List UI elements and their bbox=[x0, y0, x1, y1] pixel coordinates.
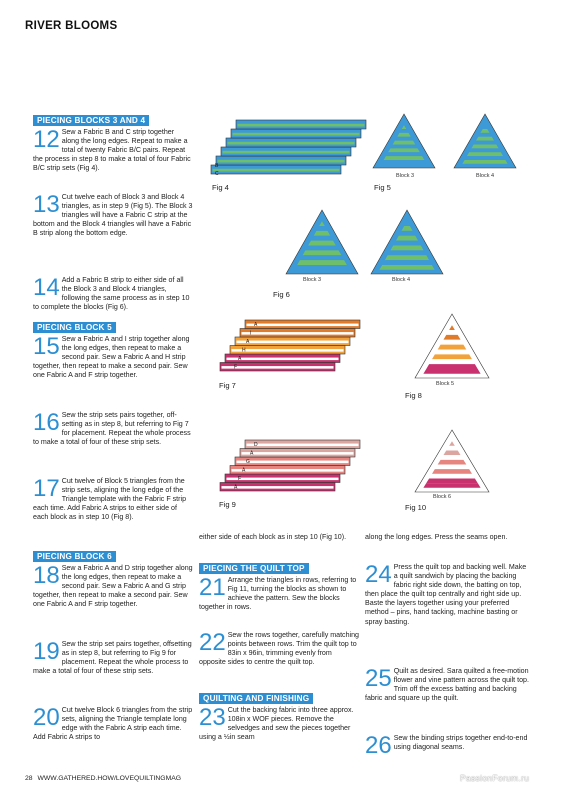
step-number: 18 bbox=[33, 562, 60, 589]
strip-letter: F bbox=[238, 476, 242, 482]
step-text: Sew the strip sets pairs together, off-setting as in step 8, but referring to Fig 7 for placement. Repeat the whole process to make a total of four of these strip sets. bbox=[33, 411, 191, 447]
strip-inner bbox=[213, 169, 340, 172]
step-text: Cut twelve of Block 5 triangles from the strip sets, aligning the long edge of the Triangle template with the Fabric F strip each time. Add Fabric A strips to either side of each block as in step 10 (Fig 8). bbox=[33, 477, 187, 522]
triangle-stripe bbox=[432, 469, 472, 474]
step-number: 15 bbox=[33, 333, 60, 360]
fig5-triangles bbox=[370, 112, 530, 172]
strip-inner bbox=[232, 469, 344, 472]
step-text: Sew the rows together, carefully matching points between rows. Trim the quilt top to 83in x 96in, trimming evenly from opposite sides to centre the quilt top. bbox=[199, 631, 360, 667]
strip-inner bbox=[227, 478, 339, 481]
fig6-block4-label: Block 4 bbox=[392, 277, 411, 283]
triangle-stripe bbox=[384, 156, 425, 160]
strip-letter: A bbox=[246, 339, 250, 345]
strip-inner bbox=[237, 461, 349, 464]
strip-inner bbox=[233, 133, 360, 136]
triangle-stripe bbox=[311, 236, 333, 241]
fig7-label: Fig 7 bbox=[219, 381, 236, 390]
triangle-stripe bbox=[441, 340, 464, 345]
step-number: 23 bbox=[199, 704, 226, 731]
triangle-stripe bbox=[465, 156, 506, 160]
strip-inner bbox=[242, 452, 354, 455]
triangle-stripe bbox=[399, 231, 416, 236]
fig6-label: Fig 6 bbox=[273, 290, 290, 299]
page-footer bbox=[25, 775, 181, 782]
step-text: Sew a Fabric B and C strip together along the long edges. Repeat to make a total of twenty Fabric B/C pairs. Repeat the process in step 8 to make a total of four Fabric B/C strip sets (Fig 4). bbox=[33, 128, 191, 173]
step-text: Sew a Fabric A and D strip together along the long edges, then repeat to make a second pair. Sew a Fabric A and G strip together, then repeat to make a second pair. Sew one Fabric A and F strip together. bbox=[33, 564, 193, 609]
strip-letter: A bbox=[242, 467, 246, 474]
fig9-strip-set bbox=[218, 438, 363, 496]
page-header: RIVER BLOOMS bbox=[25, 20, 118, 32]
triangle-stripe bbox=[303, 250, 342, 255]
strip-letter: I bbox=[250, 330, 252, 337]
strip-inner bbox=[247, 444, 359, 447]
triangle-stripe bbox=[462, 160, 507, 164]
step-number: 25 bbox=[365, 665, 392, 692]
step-number: 24 bbox=[365, 561, 392, 588]
strip-inner bbox=[222, 486, 334, 489]
triangle-stripe bbox=[423, 369, 480, 374]
strip-letter: A bbox=[254, 322, 258, 328]
triangle-stripe bbox=[382, 260, 432, 265]
fig5-label: Fig 5 bbox=[374, 183, 391, 192]
section-heading-quilt-top: PIECING THE QUILT TOP bbox=[199, 563, 309, 574]
section-heading-blocks-3-4: PIECING BLOCKS 3 AND 4 bbox=[33, 115, 149, 126]
fig8-block5-label: Block 5 bbox=[436, 381, 455, 387]
triangle-stripe bbox=[393, 241, 421, 246]
triangle-stripe bbox=[381, 160, 426, 164]
step-22 bbox=[199, 631, 359, 667]
step-text: Sew the binding strips together end-to-end using diagonal seams. bbox=[393, 734, 528, 752]
fig5-block4-label: Block 4 bbox=[476, 173, 495, 179]
step-19 bbox=[33, 640, 193, 676]
strip-inner bbox=[222, 366, 334, 369]
strip-inner bbox=[237, 341, 349, 344]
fig10-label: Fig 10 bbox=[405, 503, 427, 512]
strip-letter: D bbox=[254, 442, 258, 448]
fig10-triangle bbox=[412, 428, 492, 494]
section-heading-block-5: PIECING BLOCK 5 bbox=[33, 322, 116, 333]
triangle-stripe bbox=[300, 255, 344, 260]
step-20-continued: either side of each block as in step 10 (Fig 10). bbox=[199, 533, 347, 541]
strip-letter: A bbox=[250, 450, 254, 457]
strip-letter: B bbox=[215, 163, 219, 169]
triangle-stripe bbox=[395, 137, 413, 141]
step-number: 21 bbox=[199, 574, 226, 601]
step-number: 26 bbox=[365, 732, 392, 759]
strip-letter: G bbox=[246, 459, 250, 465]
triangle-stripe bbox=[443, 335, 460, 340]
step-26 bbox=[365, 732, 530, 759]
strip-letter: A bbox=[234, 484, 238, 491]
triangle-stripe bbox=[478, 133, 492, 137]
fig6-block3-label: Block 3 bbox=[303, 277, 322, 283]
step-number: 13 bbox=[33, 191, 60, 218]
triangle-stripe bbox=[305, 246, 338, 251]
triangle-stripe bbox=[426, 478, 477, 483]
step-text: Cut the backing fabric into three approx. 108in x WOF pieces. Remove the selvedges and sew the pieces together using a ½in seam bbox=[199, 706, 354, 742]
triangle-stripe bbox=[426, 364, 477, 369]
triangle-stripe bbox=[390, 246, 423, 251]
strip-inner bbox=[247, 324, 359, 327]
step-text: Add a Fabric B strip to either side of all the Block 3 and Block 4 triangles, following the same process as in step 10 to complete the blocks (Fig 6). bbox=[33, 276, 190, 312]
strip-inner bbox=[242, 332, 354, 335]
step-23 bbox=[199, 706, 359, 742]
triangle-stripe bbox=[429, 474, 475, 479]
strip-inner bbox=[227, 358, 339, 361]
triangle-stripe bbox=[393, 141, 416, 145]
step-text: Arrange the triangles in rows, referring to Fig 11, turning the blocks as shown to achieve the pattern. Sew the blocks together in rows. bbox=[199, 576, 357, 612]
triangle-stripe bbox=[397, 133, 411, 137]
fig9-label: Fig 9 bbox=[219, 500, 236, 509]
triangle-stripe bbox=[467, 152, 503, 156]
step-25 bbox=[365, 667, 530, 703]
step-number: 17 bbox=[33, 475, 60, 502]
triangle-stripe bbox=[429, 359, 475, 364]
step-text: Quilt as desired. Sara quilted a free-motion flower and vine pattern across the quilt top. Trim off the excess batting and backing fabric and square up the quilt. bbox=[365, 667, 529, 703]
triangle-stripe bbox=[308, 241, 336, 246]
fig4-strip-set bbox=[205, 112, 365, 180]
triangle-stripe bbox=[386, 152, 422, 156]
triangle-stripe bbox=[435, 350, 469, 355]
step-14 bbox=[33, 276, 193, 312]
triangle-stripe bbox=[435, 465, 469, 470]
step-number: 20 bbox=[33, 704, 60, 731]
strip-inner bbox=[232, 349, 344, 352]
watermark-logo: PassionForum.ru bbox=[460, 773, 530, 783]
step-18 bbox=[33, 564, 193, 609]
step-text: Cut twelve each of Block 3 and Block 4 triangles, as in step 9 (Fig 5). The Block 3 triangles will have a Fabric C strip at the bottom and the Block 4 triangles will have a Fabric B strip along the bottom edge. bbox=[33, 193, 193, 238]
step-17 bbox=[33, 477, 193, 522]
section-heading-quilting: QUILTING AND FINISHING bbox=[199, 693, 313, 704]
page-number: 28 bbox=[25, 775, 33, 782]
strip-letter: F bbox=[234, 364, 238, 371]
triangle-stripe bbox=[471, 145, 498, 149]
step-21 bbox=[199, 576, 359, 612]
step-15 bbox=[33, 335, 193, 380]
fig5-block3-label: Block 3 bbox=[396, 173, 415, 179]
step-number: 22 bbox=[199, 629, 226, 656]
triangle-stripe bbox=[297, 260, 347, 265]
triangle-stripe bbox=[388, 250, 427, 255]
step-23-continued: along the long edges. Press the seams open. bbox=[365, 533, 508, 541]
triangle-stripe bbox=[443, 451, 460, 456]
step-24 bbox=[365, 563, 530, 627]
strip-inner bbox=[218, 160, 345, 163]
triangle-stripe bbox=[432, 354, 472, 359]
fig4-label: Fig 4 bbox=[212, 183, 229, 192]
footer-url: WWW.GATHERED.HOW/LOVEQUILTINGMAG bbox=[37, 775, 182, 782]
triangle-stripe bbox=[438, 345, 467, 350]
fig10-block6-label: Block 6 bbox=[433, 494, 452, 500]
step-number: 19 bbox=[33, 638, 60, 665]
triangle-stripe bbox=[396, 236, 418, 241]
strip-inner bbox=[223, 151, 350, 154]
step-number: 16 bbox=[33, 409, 60, 436]
strip-letter: A bbox=[238, 356, 242, 362]
strip-inner bbox=[228, 142, 355, 145]
triangle-stripe bbox=[441, 455, 464, 460]
triangle-stripe bbox=[294, 265, 349, 270]
fig8-label: Fig 8 bbox=[405, 391, 422, 400]
triangle-stripe bbox=[379, 265, 434, 270]
step-number: 14 bbox=[33, 274, 60, 301]
triangle-stripe bbox=[476, 137, 494, 141]
strip-inner bbox=[238, 124, 365, 127]
step-12 bbox=[33, 128, 193, 173]
step-16 bbox=[33, 411, 193, 447]
step-text: Sew the strip set pairs together, offsetting as in step 8, but referring to Fig 9 for placement. Repeat the whole process to make a total of four of these strip sets. bbox=[33, 640, 192, 676]
triangle-stripe bbox=[438, 460, 467, 465]
fig8-triangle bbox=[412, 312, 492, 380]
step-20 bbox=[33, 706, 193, 742]
triangle-stripe bbox=[423, 483, 480, 488]
triangle-stripe bbox=[388, 148, 420, 152]
step-text: Cut twelve Block 6 triangles from the strip sets, aligning the Triangle template long edge with the Fabric A strip each time. Add Fabric A strips to bbox=[33, 706, 193, 742]
step-text: Sew a Fabric A and I strip together along the long edges, then repeat to make a second pair. Sew a Fabric A and H strip together, then repeat to make a second pair. Sew one Fabric A and F strip together. bbox=[33, 335, 190, 380]
triangle-stripe bbox=[314, 231, 331, 236]
triangle-stripe bbox=[474, 141, 497, 145]
strip-letter: C bbox=[215, 171, 219, 177]
fig7-strip-set bbox=[218, 318, 363, 376]
step-text: Press the quilt top and backing well. Make a quilt sandwich by placing the backing fabric right side down, the batting on top, then place the quilt top centrally and right side up. Baste the layers together using your preferred method – pins, hand tacking, machine basting or spray basting. bbox=[365, 563, 527, 626]
fig6-triangles bbox=[282, 208, 442, 276]
step-number: 12 bbox=[33, 126, 60, 153]
triangle-stripe bbox=[390, 145, 417, 149]
triangle-stripe bbox=[385, 255, 429, 260]
triangle-stripe bbox=[469, 148, 501, 152]
strip-letter: H bbox=[242, 347, 246, 354]
step-13 bbox=[33, 193, 193, 238]
section-heading-block-6: PIECING BLOCK 6 bbox=[33, 551, 116, 562]
